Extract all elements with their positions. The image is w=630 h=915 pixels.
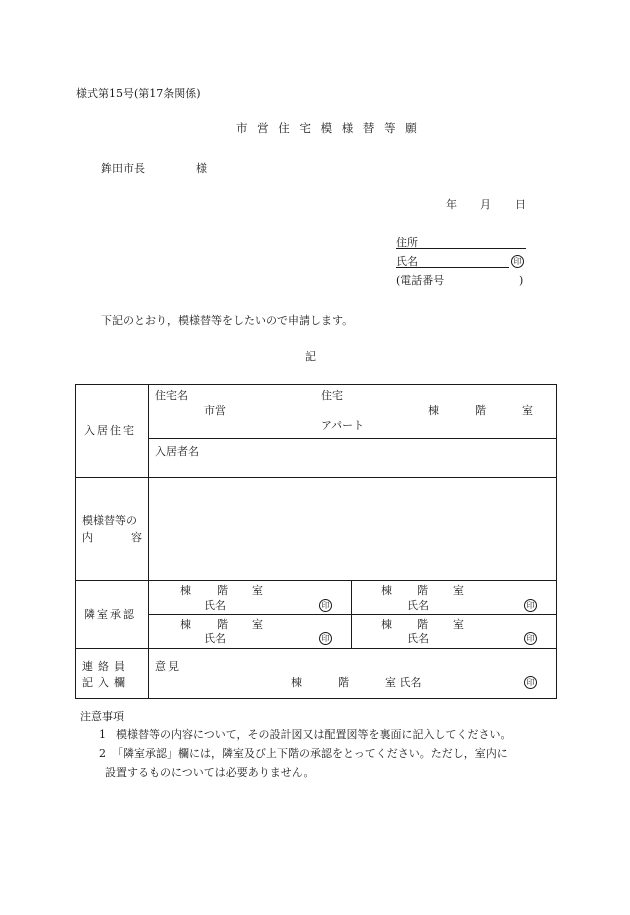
consent-2-seal-icon: 印 [524,599,537,612]
name-label: 氏名 [396,255,418,268]
consent-1-name: 氏名 [204,599,226,612]
consent-2-name: 氏名 [407,599,429,612]
residence-kai: 階 [475,404,486,417]
consent-3-seal-icon: 印 [319,632,332,645]
consent-header: 隣室承認 [84,608,136,621]
consent-4-to: 棟 [381,618,392,631]
consent-3-name: 氏名 [204,632,226,645]
ki-label: 記 [305,350,316,363]
shiei-label: 市営 [204,404,226,417]
row-divider-1 [75,477,557,478]
content-header-line2b: 容 [131,531,142,544]
addressee-sama: 様 [196,162,207,175]
opinion-label: 意見 [155,660,181,673]
consent-3-shitsu: 室 [252,618,263,631]
form-number: 様式第15号(第17条関係) [76,87,201,100]
consent-2-to: 棟 [381,584,392,597]
housing-name-label: 住宅名 [155,389,188,402]
apart-label: アパート [321,419,365,432]
notes-heading: 注意事項 [80,710,124,723]
table-header-divider [148,384,149,699]
consent-2-shitsu: 室 [453,584,464,597]
liaison-header-line1: 連絡員 [82,660,130,673]
consent-col-divider [351,580,352,648]
note-2-text-line2: 設置するものについては必要ありません。 [105,766,315,779]
liaison-to: 棟 [291,676,302,689]
resident-name-label: 入居者名 [155,445,199,458]
row-divider-3 [75,648,557,649]
liaison-shitsu-name: 室 氏名 [385,676,422,689]
date-day: 日 [515,198,526,211]
consent-2-kai: 階 [417,584,428,597]
row-divider-resident [148,438,557,439]
consent-4-seal-icon: 印 [524,632,537,645]
consent-1-kai: 階 [217,584,228,597]
note-2-text-line1: 「隣室承認」欄には，隣室及び上下階の承認をとってください。ただし，室内に [112,747,508,760]
liaison-seal-icon: 印 [524,676,537,689]
note-1-text: 模様替等の内容について，その設計図又は配置図等を裏面に記入してください。 [116,728,512,741]
consent-4-name: 氏名 [407,632,429,645]
row-divider-2 [75,580,557,581]
phone-close: ) [519,274,524,287]
consent-4-shitsu: 室 [453,618,464,631]
addressee-mayor: 鉾田市長 [101,162,145,175]
liaison-kai: 階 [338,676,349,689]
consent-3-to: 棟 [180,618,191,631]
consent-1-to: 棟 [180,584,191,597]
page-title: 市 営 住 宅 模 様 替 等 願 [236,121,420,135]
residence-to: 棟 [428,404,439,417]
applicant-seal-icon: 印 [511,255,524,268]
consent-1-shitsu: 室 [252,584,263,597]
consent-3-kai: 階 [217,618,228,631]
consent-1-seal-icon: 印 [319,599,332,612]
note-1-number: 1 [99,728,106,741]
content-header-line2a: 内 [82,531,93,544]
jutaku-label: 住宅 [321,389,343,402]
intro-text: 下記のとおり，模様替等をしたいので申請します。 [101,314,354,327]
name-underline [396,267,509,268]
row-divider-consent-mid [148,614,557,615]
date-month: 月 [480,198,491,211]
content-header-line1: 模様替等の [82,514,137,527]
date-year: 年 [446,198,457,211]
note-2-number: 2 [99,747,106,760]
liaison-header-line2: 記入欄 [82,676,130,689]
address-label: 住所 [396,236,418,249]
residence-shitsu: 室 [522,404,533,417]
consent-4-kai: 階 [417,618,428,631]
phone-label: (電話番号 [396,274,445,287]
residence-header: 入居住宅 [84,424,136,437]
address-underline [396,248,526,249]
